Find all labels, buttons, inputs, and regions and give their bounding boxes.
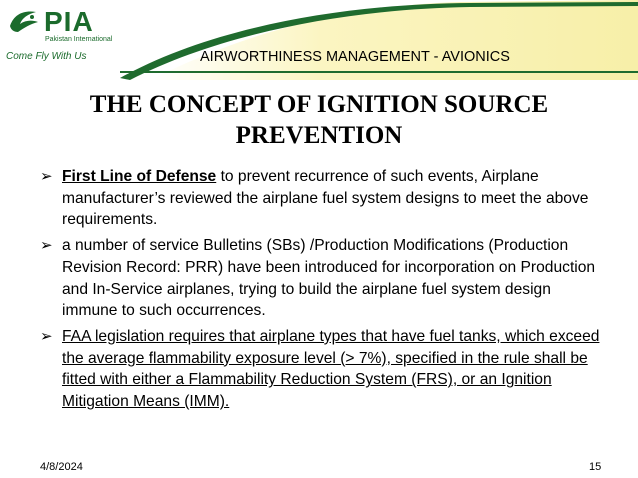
pia-logo: [6, 6, 121, 68]
pia-crest-icon: [6, 6, 42, 36]
arrow-bullet-icon: ➢: [40, 168, 53, 185]
bullet-item: [40, 326, 600, 413]
bullet-text: a number of service Bulletins (SBs) /Production Modifications (Production Revision Record: PRR) have been introduced for incorporation on Production and In-Service airplanes, trying to build the airplane fuel system design immune to such occurrences.: [62, 237, 596, 320]
bullet-text: FAA legislation requires that airplane types that have fuel tanks, which exceed the average flammability exposure level (> 7%), specified in the rule shall be fitted with either a Flammability Reduction System (FRS), or an Ignition Mitigation Means (IMM).: [62, 327, 600, 411]
footer-date: 4/8/2024: [40, 461, 83, 473]
logo-brand: PIA: [44, 6, 94, 37]
bullet-item: [40, 235, 600, 322]
bullet-lead: First Line of Defense: [62, 168, 217, 185]
slide-title: THE CONCEPT OF IGNITION SOURCE PREVENTION: [89, 91, 549, 149]
page-number: 15: [589, 461, 602, 473]
bullet-text: to prevent recurrence of such events, Airplane manufacturer’s reviewed the airplane fuel system designs to meet the above requirements.: [62, 168, 589, 229]
header-title: AIRWORTHINESS MANAGEMENT - AVIONICS: [200, 49, 510, 65]
logo-tagline: Come Fly With Us: [6, 51, 87, 62]
logo-subtitle: Pakistan International: [45, 36, 113, 43]
bullet-list: [40, 166, 600, 417]
arrow-bullet-icon: ➢: [40, 237, 53, 255]
bullet-item: [40, 166, 600, 231]
arrow-bullet-icon: ➢: [40, 327, 53, 345]
header-band: [0, 0, 638, 80]
